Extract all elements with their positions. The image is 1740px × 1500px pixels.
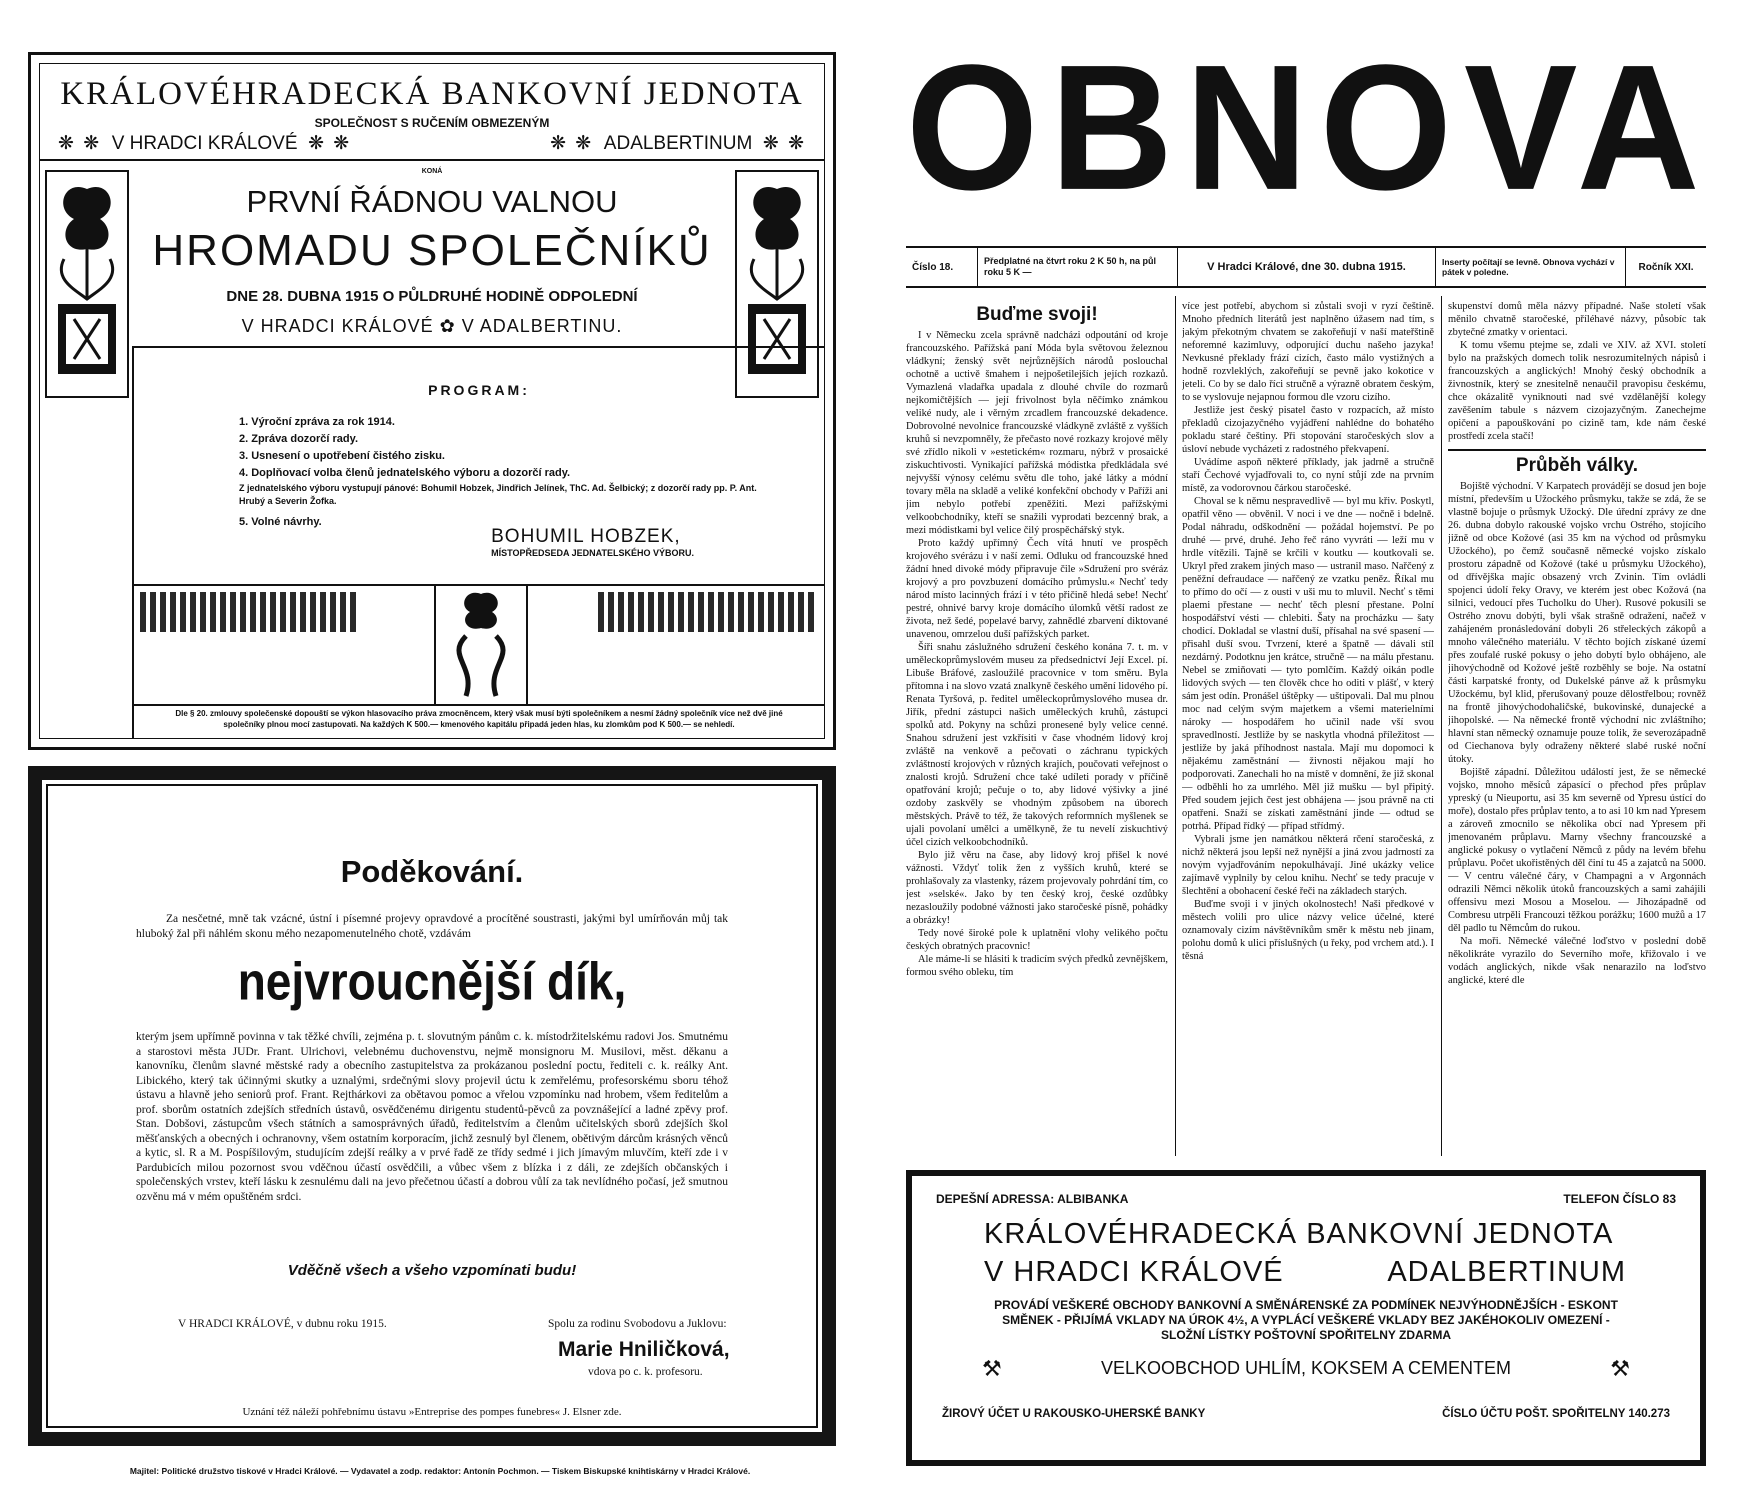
thanks-signatory-role: vdova po c. k. profesoru. [588, 1366, 703, 1378]
bank-city: V HRADCI KRÁLOVÉ [984, 1256, 1284, 1288]
info-bar [906, 246, 1706, 288]
decorative-stripes [140, 592, 360, 632]
article-paragraph: Bylo již věru na čase, aby lidový kroj přišel k nové vážnosti. Vždyť tolik žen z vyšších kruhů, které se prohlašovaly za vlastenky, rázem projevovaly pohrdání tím, co jest »selské«. Jako by ten český kroj, české ozdůbky nezasloužily podobné vážnosti jako staročeské písně, pohádky a obrázky! [906, 850, 1168, 926]
signature-block [491, 526, 694, 558]
masthead: OBNOVA [906, 28, 1712, 228]
thanks-family-line: Spolu za rodinu Svobodovu a Juklovu: [548, 1318, 727, 1330]
thanks-intro: Za nesčetné, mně tak vzácné, ústní i písemné projevy opravdové a procítěné soustrasti, jakými byl umírňován můj tak hluboký žal při náhlém skonu mého nezapomenutelného chotě, vzdávám [136, 913, 728, 940]
ornament-icon: ❋ ❋ [58, 133, 102, 154]
ornament-icon: ❋ ❋ [762, 133, 806, 154]
article-column-2 [1182, 300, 1434, 1150]
thanks-signatory-name: Marie Hniličková, [558, 1338, 730, 1361]
volume-number: Ročník XXI. [1638, 261, 1694, 273]
subscription-info: Předplatné na čtvrt roku 2 K 50 h, na půl roku 5 K — [978, 248, 1178, 286]
postal-account: ČÍSLO ÚČTU POŠT. SPOŘITELNY 140.273 [1442, 1408, 1670, 1420]
thanks-place-date: V HRADCI KRÁLOVÉ, v dubnu roku 1915. [178, 1318, 387, 1330]
list-item: Z jednatelského výboru vystupují pánové: Bohumil Hobzek, Jindřich Jelínek, ThC. Ad. Šelbický; z dozorčí rady pp. P. Ant. Hrubý a Severin Žofka. [239, 483, 757, 506]
bank-services: PROVÁDÍ VEŠKERÉ OBCHODY BANKOVNÍ A SMĚNÁRENSKÉ ZA PODMÍNEK NEJVÝHODNĚJŠÍCH - ESKONT SMĚNEK - PŘIJÍMÁ VKLADY NA ÚROK 4½, A VYPLÁCÍ VEŠKERÉ VKLADY BEZ JAKÉHOKOLIV OMEZENÍ - SLOŽNÍ LÍSTKY POŠTOVNÍ SPOŘITELNY ZDARMA [994, 1298, 1618, 1342]
floral-ornament-icon [434, 586, 528, 704]
article-paragraph: Jestliže jest český pisatel často v rozpacích, až místo překladů cizojazyčného vyjádření nahlédne do bohatého pokladu staré češtiny. Při stopování staročeských slov a úsloví nebude vycházeti z radostného překvapení. [1182, 405, 1434, 455]
article-paragraph: I v Německu zcela správně nadcházi odpoutání od kroje francouzského. Pařížská paní Móda byla světovou železnou vládkyní; ženský svět nejrůznějších národů poslouchal ochotně a uctivě šmahem i nejpošetilejších jejích rozkazů. Vymazlená vladařka upadala z dlouhé chvíle do rozmarů nejkomičtějších — její frivolnost byla něčímko známkou veliké nudy, ale i věrným zrcadlem francouzské dekadence. Dobrovolné nevolnice francouzské vládkyně zvláště z vyšších kruhů si nevzpomněly, že přečasto nové rozkazy krojové měly své zřídlo nikoli v »estetickém« rozmaru, nýbrž v prosaické ziskuchtivosti. Vynikající pařížská módistka předkládala své nejvyšší výnosy celému světu dle toho, jaké látky a módní tovary měla na skladě a veliké konfekční obchody v Paříži ani jim nebylo potřebí zpeněžiti. Mezi pařížskými velkoobchodníky, kteří se snažili vyprodati bezcenný brak, a mezi módistkami byl velice čilý prospěchářský styk. [906, 330, 1168, 536]
list-item: 2. Zpráva dozorčí rady. [239, 433, 359, 445]
telegraph-address: DEPEŠNÍ ADRESSA: ALBIBANKA [936, 1192, 1129, 1206]
issue-place-date: V Hradci Králové, dne 30. dubna 1915. [1178, 248, 1436, 286]
program-heading: PROGRAM: [428, 382, 530, 398]
ornament-icon: ❋ ❋ [550, 133, 594, 154]
list-item: 3. Usnesení o upotřebení čistého zisku. [239, 450, 445, 462]
meeting-place: V HRADCI KRÁLOVÉ ✿ V ADALBERTINU. [241, 316, 623, 336]
location-right: ADALBERTINUM [603, 133, 753, 154]
thanks-footer: Uznání též náleží pohřebnímu ústavu »Entreprise des pompes funebres« J. Elsner zde. [242, 1406, 622, 1418]
hammer-pick-icon: ⚒ [1610, 1356, 1630, 1381]
article-paragraph: Uvádíme aspoň některé příklady, jak jadrně a stručně staří Čechové vyjadřovali to, co nyní stůjí zde na prvním místě, za vodorovnou čárkou staročeské. [1182, 457, 1434, 494]
company-type: SPOLEČNOST S RUČENÍM OBMEZENÝM [314, 116, 550, 130]
article-column-1 [906, 300, 1168, 1150]
thanks-title: Poděkování. [340, 854, 524, 889]
publishing-notes: Inserty počítají se levně. Obnova vychází v pátek v poledne. [1436, 248, 1626, 286]
signatory-name: BOHUMIL HOBZEK, [491, 526, 681, 547]
article-paragraph: Vybrali jsme jen namátkou některá rčení staročeská, z nichž některá jsou lepší než nynější a jiná zvou jadrností za novým vyjadřováním nepokulhávají. Jiné ukázky velice zajímavě vyplnily by celou knihu. Nechť se tedy pracuje v šlechtění a obohacení české řeči na základech starých. [1182, 834, 1434, 897]
ornament-icon: ❋ ❋ [308, 133, 352, 154]
decorative-band [134, 584, 824, 706]
article-title: Buďme svoji! [976, 304, 1098, 325]
thanks-notice [28, 766, 836, 1446]
list-item: 1. Výroční zpráva za rok 1914. [239, 416, 395, 428]
program-section [132, 346, 824, 738]
article-paragraph: Proto každý upřímný Čech vítá hnutí ve prospěch krojového svérázu i v naší zemi. Odluku od francouzské hned žádní hned divoké módy připravuje čile »Sdružení pro svéráz krojový a pro povzbuzení domácího průmyslu.« Nechť tedy národ místo lacinných frází i v této přičině hledá sebe! Nechť pestré, ohnivé barvy kroje domácího úlomků větší radost ze života, než šedé, popelavé barvy, zahnědlé zbarvení diktované unavenou, omrzelou duší pařížských parket. [906, 538, 1168, 640]
article-paragraph: Na moři. Německé válečné loďstvo v poslední době několikráte vyrazilo do Severního moře, křižovalo i ve vodách anglických, nikde však nenarazilo na loďstvo anglické, které dle [1448, 936, 1706, 986]
article-paragraph: Šíři snahu záslužného sdružení českého konána 7. t. m. v uměleckoprůmyslovém museu za předsednictví Její Excel. pí. Libuše Bráfové, zasloužilé pracovnice v tom směru. Byla přítomna i na slovo vzatá znalkyně českého umění lidového pí. Renata Tyršová, p. ředitel uměleckoprůmyslového musea dr. Jiřík, přední zástupci našich uměleckých kruhů, zástupci spolků atd. Pokyny na schůzi pronesené byly velice cenné. Snahou sdružení jest vzkřísiti v čase vhodném lidový kroj zvláště na venkově a pečovati o záchranu typických zvláštností krojových v různých krajích, poučovati veřejnost o znalosti krojů. Sdružení chce také udíleti porady v příčině opatřování krojů; pečuje o to, aby lidové výšivky a jiné ozdoby zaskvěly se vhodným způsobem na úborech městských. Právě to též, že takových reformních myšlenek se ujali povolaní umělci a umělkyně, že tu nevelí ziskuchtivý účel cizích velkoobchodníků. [906, 642, 1168, 848]
article-paragraph: Buďme svoji i v jiných okolnostech! Naši předkové v městech volili pro ulice názvy velice účelné, které oznamovaly cizím návštěvníkům směr k městu neb jinam, polohu domů k ulici příslušných (u řeky, pod vrchem atd.). I těsná [1182, 899, 1434, 962]
program-list [239, 414, 799, 531]
bank-location-row [58, 132, 806, 155]
article-paragraph: Ale máme-li se hlásiti k tradicím svých předků zevnějškem, formou svého obleku, tím [906, 954, 1168, 978]
heading-first: PRVNÍ ŘÁDNOU VALNOU [246, 184, 618, 219]
list-item: 5. Volné návrhy. [239, 516, 322, 528]
list-item: 4. Doplňovací volba členů jednatelského výboru a dozorčí rady. [239, 467, 571, 479]
imprint-line: Majitel: Politické družstvo tiskové v Hradci Králové. — Vydavatel a zodp. redaktor: Antonín Pochmon. — Tiskem Biskupské knihtiskárny v Hradci Králové. [129, 1466, 751, 1476]
issue-number: Číslo 18. [906, 248, 978, 286]
meeting-footnote: Dle § 20. zmlouvy společenské dopouští se výkon hlasovacího práva zmocněncem, který však musí býti společníkem a nesmí žádný společník více než dvě jiné společníky plnou mocí zastupovati. Na každých K 500.— kmenového kapitálu připadá jeden hlas, ku zlomkům pod K 500.— se nehledí. [175, 709, 783, 729]
article-paragraph: Tedy nové široké pole k uplatnění vlohy velikého počtu českých obratných pracovnic! [906, 928, 1168, 952]
location-left: V HRADCI KRÁLOVÉ [111, 133, 298, 154]
bank-advertisement [906, 1170, 1706, 1466]
heading-assembly: HROMADU SPOLEČNÍKŮ [152, 226, 712, 275]
article-title: Průběh války. [1515, 455, 1639, 476]
article-paragraph: Choval se k němu nespravedlivě — byl mu křiv. Poskytl, opatřil věno — obvěnil. V noci i ve dne — nočně i bdelně. Podal náhradu, odškodnění — požádal hojemství. Pe po druhé — prvé, druhé. Jeho řeč ráno vyvráti — leží mu v hrdle vítězili. Tajně se krčili v koutku — koutkovali se. Ukryl před zrakem jiných maso — ustranil maso. Nařčený z peněžní defraudace — nařčený ze vzatku peněz. Říkal mu to přímo do očí — z ousti v uši mu to mluvil. Nechť s těmi plaemi přestane — nechť těch plesní přestane. Polní hospodářství vésti — chlebiti. Šaty na procházku — šaty chodicí. Dokladal se vlastní duší, přísahal na své spasení — přisahl duší svou. Tvrzení, které a špatně — dávali stíl nezdárný. Podotknu jen krátce, stručně — na málu přestanu. Nebel se zmiňovati — tyto pomlčím. Každý oikán podle lidových svých — ten člověk chce ho oditi v plášť, v který sám jest odín. Pronášel úštěpky — uštipovali. Dal mu plnou moc nad celým svým majetkem a všemi materielními nároky — hospodářem ho učinil nade vší svou spravedlností. Jestliže by se naskytla vhodná příležitost — jestliže by jaká příhodnost nastala. Mají mu dopomoci k nějakému zaměstnání — živnosti nějakou mají ho podporovati. Zanechali ho na místě v domnění, že již skonal — odběhli ho za umrlého. Měl již mušku — byl připitý. Před soudem jejich čest jest obhájena — jsou právně na cti opatřeni. Snaží se získati zaměstnání jinde — odtud se potrhá. Případ řídký — případ střídmý. [1182, 496, 1434, 832]
article-paragraph: Bojiště východní. V Karpatech provádějí se dosud jen boje místní, především u Užockého průsmyku, takže se zdá, že se vlastně bojuje o průsmyk Užocký. Dle úřední zprávy ze dne 26. dubna dobylo rakouské vojsko vrchu Ostrého, stojícího jižně od obce Kožové (asi 35 km na východ od průsmyku Užockého), po čemž současně německé vojsko získalo prostoru západně od Kožové (také u průsmyku Užockého), od dřívějška majíc obsazený vrch Zvinin. Tím ovládli spojenci údolí řeky Oravy, ve kterém jest obec Kožová (na silnici, vedoucí přes Tucholku do Uher). Rusové pokusili se Ostrého znovu dobýti, byli však strašně odražení, načež v zahájeném pronásledování dobyli 26 střeleckých zákopů a mnoho válečného materiálu. V těchto bojích získané území přes zoufalé ruské pokusy o jeho dobytí bylo obhájeno, ale jihovýchodně od Kožové ještě rozběhly se boje. Na ostatní části karpatské fronty, od Dukelské pánve až k průsmyku Užockému, byl klid, přerušovaný pouze dělostřelbou; rovněž na frontě jihovýchodohaličské, bukovinské, dunajecké a jihopolské. — Na německé frontě východní nic zvláštního; hlavní stan německý oznamuje pouze tolik, že severozápadně od Ciechanova byly odraženy některé slabé ruské noční útoky. [1448, 481, 1706, 765]
article-paragraph: K tomu všemu ptejme se, zdali ve XIV. až XVI. století bylo na pražských domech tolik nesrozumitelných nápisů i francouzských a anglických! Mnohý český obchodník a živnostník, který se znesitelně nenaučil pravopisu českému, chce okázalitě vyniknouti nad své vzdělanější kolegy zavěšením tabule s názvem cizojazyčným. Zanechejme opičení a papouškování po cizině tam, kde nám české prostředí zcela stačí! [1448, 340, 1706, 442]
bank-trade: VELKOOBCHOD UHLÍM, KOKSEM A CEMENTEM [1100, 1358, 1512, 1378]
meeting-date: DNE 28. DUBNA 1915 O PŮLDRUHÉ HODINĚ ODPOLEDNÍ [226, 288, 638, 305]
bank-name: KRÁLOVÉHRADECKÁ BANKOVNÍ JEDNOTA [60, 76, 804, 112]
decorative-stripes [598, 592, 818, 632]
meeting-notice [28, 52, 836, 750]
signatory-title: MÍSTOPŘEDSEDA JEDNATELSKÉHO VÝBORU. [491, 548, 694, 558]
bank-name: KRÁLOVÉHRADECKÁ BANKOVNÍ JEDNOTA [984, 1218, 1614, 1250]
giro-account: ŽIROVÝ ÚČET U RAKOUSKO-UHERSKÉ BANKY [942, 1408, 1206, 1420]
bank-building: ADALBERTINUM [1387, 1256, 1626, 1288]
article-paragraph: skupenství domů měla názvy případné. Naše století však měnilo chvatně staročeské, příléhavé názvy, působíc tak zbytečné zmatky v orientaci. [1448, 301, 1706, 338]
thanks-body: kterým jsem upřímně povinna v tak těžké chvíli, zejména p. t. slovutným pánům c. k. místodržitelskému radovi Jos. Smutnému a starostovi města JUDr. Frant. Ulrichovi, velebnému duchovenstvu, nejmě monsignoru M. Musilovi, měst. děkanu a kanovníku, členům slavné městské rady a obecního zastupitelstva za prokázanou poslední poctu, řediteli c. k. reálky Ant. Libického, který tak účinnými skutky a uznalými, srdečnými slovy projevil úctu k zemřelému, profesorskému sboru téhož ústavu a hlavně jeho seniorů prof. Frant. Rejthárkovi za obětavou pomoc a vřelou vzpomínku nad hrobem, všem ředitelům a prof. sborům ostatních zdejších středních ústavů, osvědčenému dirigentu studentů-pěvců za povznášející a ladné zpěvy prof. Stan. Dobšovi, zástupcům všech státních a samosprávných úřadů, ředitelstvím a členům učitelských sborů zdejších škol měšťanských a obecných i ochranovny, všem ostatním korporacím, jichž zesnulý byl členem, obětivým dárcům krásných věnců a kytic, sl. R a M. Pospíšilovým, studujícím zdejší reálky a v prvé řadě ze třídy sedmé i jich jímavým mluvčím, kteří zde i v Pardubicích milou pozornost svou vděčnou účastí osvědčili, a vůbec všem z blízka i z dáli, ze zdejších občanských i společenských vrstev, kteří lásku k zesnulému dali na jevo přečetnou účastí a dobrou vůlí za tak nevlídného počasí, jež smutnou ozvěnu má v mém opuštěném srdci. [136, 1031, 728, 1203]
article-column-3 [1448, 300, 1706, 1150]
hammer-pick-icon: ⚒ [982, 1356, 1002, 1381]
article-paragraph: Bojiště západní. Důležitou událostí jest, že se německé vojsko, mnoho měsíců zápasící o přechod přes průplav ypreský (u Nieuportu, asi 35 km severně od Ypresu ústící do moře), dostalo přes průplav tento, a to asi 10 km nad Ypresem a zároveň zmocnilo se několika obcí nad Ypresem při jmenovaném průplavu. Marny všechny francouzské a anglické pokusy o vytlačení Němců z půdy na levém břehu průplavu. Počet ukořistěných děl činí tu 45 a zajatců na 5000. — V centru válečné čáry, v Champagni a v Argonnách odrazili Němci několik útoků francouzských a sami zahájili offensivu mezi Mosou a Moselou. — Jihozápadně od Combresu utrpěli Francouzi těžkou porážku; 1600 mužů a 17 děl padlo tu Němcům do rukou. [1448, 767, 1706, 934]
telephone-number: TELEFON ČÍSLO 83 [1563, 1192, 1676, 1206]
holds-label: KONÁ [421, 168, 443, 175]
article-paragraph: více jest potřebí, abychom si zůstali svoji v ryzí češtině. Mnoho předních literátů jest naplněno úžasem nad tím, s jakým překotným chvatem se zakořeňují v naší mateřštině neforemné kazimluvy, odporující duchu našeho jazyka! Nevkusné překlady frází cizích, často málo vystižných a hodně rozvleklých, zakořeňují se pevně jako kokotice v jeteli. Co by se dalo říci stručně a výrazně obratem českým, to se vyslovuje nejapnou formou dle vzoru cizího. [1182, 301, 1434, 403]
thanks-big-text: nejvroucnější dík, [237, 951, 627, 1011]
thanks-slogan: Vděčně všech a všeho vzpomínati budu! [287, 1262, 577, 1279]
